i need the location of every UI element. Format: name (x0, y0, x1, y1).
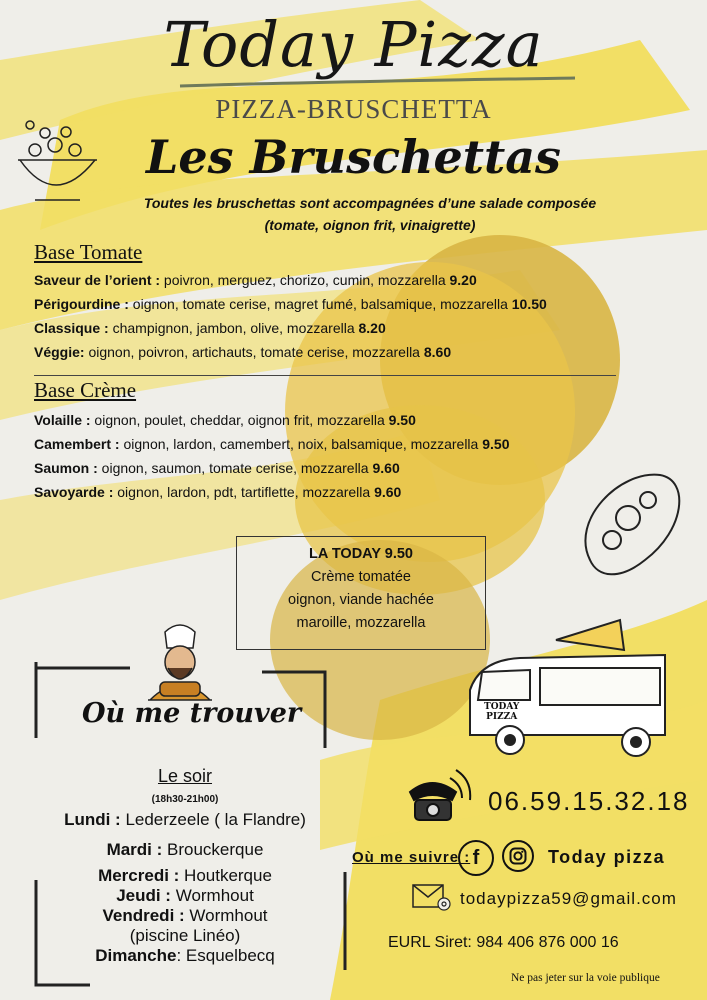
intro-text (60, 192, 680, 236)
schedule-place: Brouckerque (162, 840, 264, 859)
schedule-place: Wormhout (170, 886, 254, 905)
email-address[interactable]: todaypizza59@gmail.com (460, 889, 677, 908)
brand-subtitle: PIZZA-BRUSCHETTA (215, 94, 492, 124)
instagram-icon[interactable] (502, 840, 534, 872)
menu-item-desc: oignon, poivron, artichauts, tomate cerise, mozzarella (84, 344, 424, 360)
section-divider (34, 375, 616, 376)
intro-line-2: (tomate, oignon frit, vinaigrette) (264, 217, 476, 233)
menu-item-price: 8.60 (423, 344, 452, 360)
menu-item (34, 296, 664, 312)
menu-item (34, 272, 664, 288)
section-heading-base-tomate: Base Tomate (34, 240, 143, 264)
schedule-row (40, 906, 330, 926)
menu-item-price: 9.20 (449, 272, 477, 288)
schedule-day: Mardi : (106, 840, 163, 859)
schedule-place: Houtkerque (179, 866, 272, 885)
schedule-day: Lundi : (64, 810, 121, 829)
schedule-row (40, 926, 330, 946)
menu-item-name: Périgourdine : (34, 296, 129, 312)
menu-item-price: 9.60 (372, 460, 400, 476)
menu-item (34, 320, 664, 336)
phone-number[interactable]: 06.59.15.32.18 (488, 786, 690, 816)
intro-line-1: Toutes les bruschettas sont accompagnées d’une salade composée (143, 195, 597, 211)
menu-item-price: 9.50 (388, 412, 416, 428)
schedule-row (40, 840, 330, 860)
schedule-row (40, 810, 330, 830)
siret-number: EURL Siret: 984 406 876 000 16 (388, 934, 619, 951)
menu-item (34, 412, 664, 428)
today-special-line: oignon, viande hachée (288, 592, 434, 608)
menu-item-price: 8.20 (358, 320, 386, 336)
today-special-line: maroille, mozzarella (296, 615, 426, 631)
menu-item-price: 10.50 (511, 296, 547, 312)
schedule-day: Dimanche (95, 946, 177, 965)
menu-item-desc: oignon, lardon, camembert, noix, balsamique, mozzarella (119, 436, 483, 452)
where-heading: Où me trouver (82, 698, 302, 729)
evening-label: Le soir (157, 766, 213, 786)
schedule-row (40, 866, 330, 886)
menu-item-name: Savoyarde : (34, 484, 114, 500)
menu-item-name: Volaille : (34, 412, 91, 428)
menu-item-name: Classique : (34, 320, 109, 336)
menu-item-desc: oignon, lardon, pdt, tartiflette, mozzarella (113, 484, 375, 500)
menu-item-desc: oignon, tomate cerise, magret fumé, balsamique, mozzarella (128, 296, 512, 312)
menu-item-name: Véggie: (34, 344, 85, 360)
menu-item-price: 9.60 (374, 484, 402, 500)
evening-hours: (18h30-21h00) (151, 794, 219, 805)
schedule-place: Wormhout (184, 906, 268, 925)
today-special-line: Crème tomatée (311, 569, 411, 585)
menu-item-desc: poivron, merguez, chorizo, cumin, mozzarella (160, 272, 450, 288)
today-special-box (236, 536, 486, 650)
truck-label-line: PIZZA (486, 712, 518, 722)
footer-note: Ne pas jeter sur la voie publique (511, 972, 660, 984)
envelope-icon (412, 884, 452, 912)
menu-item-desc: champignon, jambon, olive, mozzarella (108, 320, 359, 336)
truck-label-line: TODAY (484, 702, 520, 712)
schedule-place: (piscine Linéo) (129, 926, 241, 945)
menu-item-desc: oignon, poulet, cheddar, oignon frit, mozzarella (90, 412, 389, 428)
schedule-row (40, 946, 330, 966)
menu-item-name: Camembert : (34, 436, 120, 452)
page-title: Les Bruschettas (146, 130, 561, 184)
menu-item (34, 436, 664, 452)
menu-item-name: Saumon : (34, 460, 98, 476)
menu-item (34, 344, 664, 360)
facebook-icon[interactable]: f (458, 840, 494, 876)
truck-label (484, 702, 519, 722)
today-special-title: LA TODAY 9.50 (309, 546, 413, 562)
schedule-day: Mercredi : (98, 866, 180, 885)
schedule-row (40, 886, 330, 906)
menu-item-desc: oignon, saumon, tomate cerise, mozzarella (97, 460, 373, 476)
schedule-place: : Esquelbecq (176, 946, 275, 965)
social-name: Today pizza (548, 847, 666, 867)
section-heading-base-creme: Base Crème (34, 378, 137, 402)
follow-label: Où me suivre : (352, 849, 471, 866)
menu-item-price: 9.50 (482, 436, 510, 452)
brand-logo: Today Pizza (163, 8, 544, 81)
menu-item (34, 484, 664, 500)
menu-item (34, 460, 664, 476)
schedule-place: Lederzeele ( la Flandre) (120, 810, 306, 829)
schedule-day: Jeudi : (116, 886, 171, 905)
menu-item-name: Saveur de l’orient : (34, 272, 161, 288)
schedule-day: Vendredi : (102, 906, 185, 925)
